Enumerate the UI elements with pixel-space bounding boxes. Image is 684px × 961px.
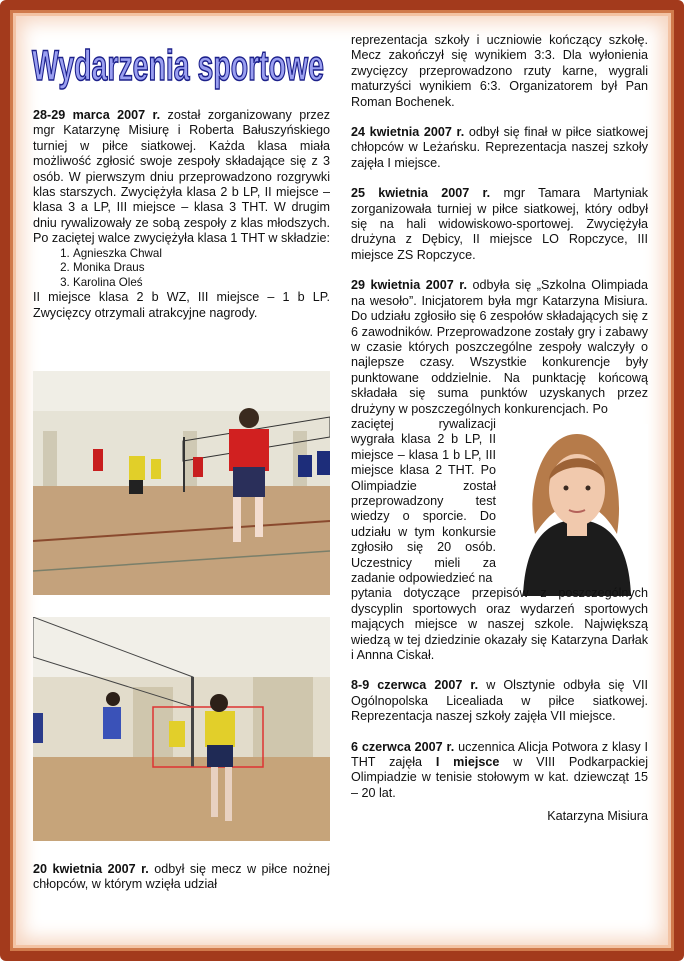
date-label: 25 kwietnia 2007 r. [351, 186, 491, 201]
paragraph-text: został zorganizowany przez mgr Katarzynę Misiurę i Roberta Bałuszyńskiego turniej w piłce siatkowej. Każda klasa miała możliwość zgłosić swoje zespoły składające się z 3 osób. W pierwszym dniu przeprowadzono rozgrywki klas starszych. Zwyciężyła klasa 2 b LP, II miejsce – klasa 3 a LP, III miejsce – klasa 3 THT. W drugim dniu rywalizowały ze sobą zespoły z klas młodszych. Po zaciętej walce zwyciężyła klasa 1 THT w składzie: [33, 108, 330, 246]
article-olympiad [351, 278, 648, 417]
paragraph-text: reprezentacja szkoły i uczniowie kończący szkołę. Mecz zakończył się wynikiem 3:3. Dla wyłonienia zwycięzcy przeprowadzono rzuty karne, wygrali maturzyści wynikiem 6:3. Organizatorem był Pan Roman Bochenek. [351, 33, 648, 109]
right-column [351, 33, 648, 825]
author-signature: Katarzyna Misiura [547, 809, 648, 824]
paragraph-text: pytania dotyczące przepisów z poszczególnych dyscyplin sportowych oraz wydarzeń sportowych mających miejsce w naszej szkole. Największą wiedzą w tej dziedzinie okazały się Katarzyna Darłak i Annna Ciskał. [351, 586, 648, 663]
paragraph-text: odbył się finał w piłce siatkowej chłopców w Leżańsku. Reprezentacja naszej szkoły zajęła I miejsce. [351, 125, 648, 170]
date-label: 29 kwietnia 2007 r. [351, 278, 467, 293]
left-column [33, 108, 330, 336]
list-item: 1. Agnieszka Chwal [73, 247, 330, 262]
article-final-lezajsk [351, 125, 648, 171]
list-item: 2. Monika Draus [73, 261, 330, 276]
date-label: 6 czerwca 2007 r. [351, 739, 455, 754]
date-label: 20 kwietnia 2007 r. [33, 862, 149, 876]
place-label: I miejsce [435, 755, 500, 770]
article-tournament-martyniak [351, 186, 648, 263]
list-item: 3. Karolina Oleś [73, 276, 330, 291]
article-football-match [33, 862, 330, 893]
team-list [33, 247, 330, 291]
page-title-text: Wydarzenia sportowe [32, 42, 324, 90]
article-volleyball-march [33, 108, 330, 247]
paragraph-text: odbyła się „Szkolna Olimpiada na wesoło”. Inicjatorem była mgr Katarzyna Misiura. Do udziału zgłosiło się 6 zespołów składających się z 6 zawodników. Przeprowadzone zostały gry i zabawy w czasie których poszczególne zespoły walczyły o najlepsze czasy. Wszystkie konkurencje były punktowane oddzielnie. Na punktację końcową składała się suma punktów uzyskanych przez drużyny w poszczególnych konkurencjach. Po [351, 278, 648, 416]
article-table-tennis [351, 740, 648, 802]
paragraph-text: w VIII Podkarpackiej Olimpiadzie w tenisie stołowym w kat. dziewcząt 15 – 20 lat. [351, 755, 649, 800]
volleyball-photo [33, 371, 330, 595]
page-title [30, 36, 330, 92]
paragraph-text: uczennica Alicja Potwora z klasy I THT zajęła [351, 739, 649, 770]
paragraph-text: zaciętej rywalizacji wygrała klasa 2 b LP, II miejsce – klasa 1 b LP, III miejsce klasa 2 THT. Po Olimpiadzie został przeprowadzony test wiedzy o sporcie. Do udziału w tym konkursie zgłosiło się 20 osób. Uczestnicy mieli za zadanie odpowiedzieć na [351, 416, 496, 585]
paragraph-text: II miejsce klasa 2 b WZ, III miejsce – 1 b LP. Zwycięzcy otrzymali atrakcyjne nagrody. [33, 290, 330, 320]
date-label: 8-9 czerwca 2007 r. [351, 678, 479, 693]
date-label: 28-29 marca 2007 r. [33, 108, 161, 122]
paragraph-text: odbył się mecz w piłce nożnej chłopców, w którym wzięła udział [33, 862, 330, 892]
paragraph-text: mgr Tamara Martyniak zorganizowała turniej w piłce siatkowej, który odbył się na hali widowiskowo-sportowej. Zwyciężyła drużyna z Dębicy, II miejsce LO Ropczyce, III miejsce ZS Ropczyce. [351, 186, 648, 262]
date-label: 24 kwietnia 2007 r. [351, 125, 465, 140]
paragraph-text: w Olsztynie odbyła się VII Ogólnopolska Licealiada w piłce siatkowej. Reprezentacja naszej szkoły zajęła VII miejsce. [351, 678, 648, 724]
volleyball-photo [33, 617, 330, 841]
article-licealiada [351, 678, 648, 724]
